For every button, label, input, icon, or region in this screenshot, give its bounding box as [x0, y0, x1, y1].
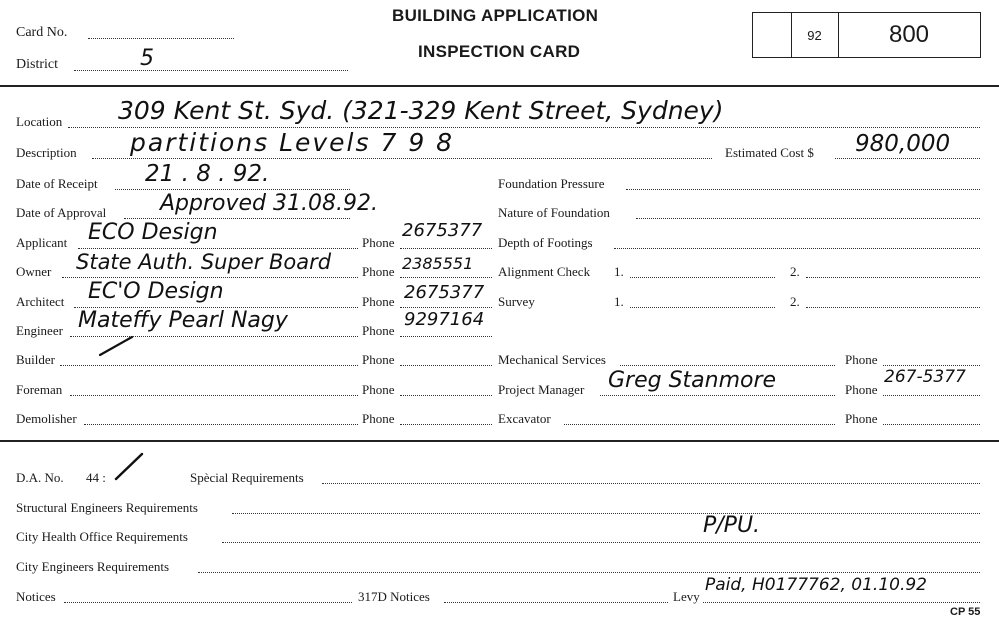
foreman-phone-line [400, 395, 492, 396]
applicant-phone-label: Phone [362, 235, 395, 250]
special-requirements-line [322, 483, 980, 484]
estimated-cost-label: Estimated Cost $ [725, 145, 814, 160]
depth-footings-line [614, 248, 980, 249]
middle-divider [0, 440, 999, 442]
estimated-cost-value: 980,000 [855, 131, 951, 157]
date-receipt-value: 21 . 8 . 92. [145, 161, 270, 187]
owner-phone-label: Phone [362, 264, 395, 279]
owner-phone-line [400, 277, 492, 278]
architect-value: EC'O Design [88, 279, 224, 304]
card-no-line [88, 38, 234, 39]
nature-foundation-label: Nature of Foundation [498, 205, 610, 220]
mechanical-label: Mechanical Services [498, 352, 606, 367]
alignment-check-label: Alignment Check [498, 264, 591, 279]
foreman-line [70, 395, 358, 396]
city-engineers-label: City Engineers Requirements [16, 559, 170, 574]
alignment-check-num-1: 1. [614, 264, 624, 279]
project-manager-value: Greg Stanmore [608, 368, 777, 393]
date-approval-label: Date of Approval [16, 205, 107, 220]
builder-phone-label: Phone [362, 352, 395, 367]
foreman-label: Foreman [16, 382, 63, 397]
health-value: P/PU. [703, 513, 761, 538]
architect-phone-label: Phone [362, 294, 395, 309]
applicant-label: Applicant [16, 235, 68, 250]
owner-label: Owner [16, 264, 52, 279]
applicant-phone: 2675377 [402, 220, 483, 241]
survey-num-2: 2. [790, 294, 800, 309]
demolisher-line [84, 424, 358, 425]
foreman-phone-label: Phone [362, 382, 395, 397]
card-box-year [791, 12, 839, 58]
date-approval-line [124, 218, 350, 219]
survey-label: Survey [498, 294, 535, 309]
city-engineers-line [198, 572, 980, 573]
excavator-label: Excavator [498, 411, 551, 426]
alignment-check-num-2: 2. [790, 264, 800, 279]
card-box-blank [752, 12, 792, 58]
district-value: 5 [140, 46, 154, 71]
nature-foundation-line [636, 218, 980, 219]
mechanical-phone-line [883, 365, 980, 366]
project-manager-phone: 267-5377 [884, 367, 966, 387]
health-label: City Health Office Requirements [16, 529, 188, 544]
card-box-number [838, 12, 981, 58]
applicant-line [78, 248, 358, 249]
project-manager-label: Project Manager [498, 382, 585, 397]
survey-line-1 [630, 307, 775, 308]
engineer-label: Engineer [16, 323, 63, 338]
da-no-slash-mark [112, 450, 146, 482]
da-no-value: 44 : [86, 470, 106, 485]
da-no-label: D.A. No. [16, 470, 64, 485]
project-manager-phone-label: Phone [845, 382, 878, 397]
applicant-phone-line [400, 248, 492, 249]
engineer-phone: 9297164 [404, 309, 485, 330]
foundation-pressure-line [626, 189, 980, 190]
survey-line-2 [806, 307, 980, 308]
date-receipt-line [115, 189, 350, 190]
architect-label: Architect [16, 294, 65, 309]
levy-label: Levy [673, 589, 700, 604]
structural-label: Structural Engineers Requirements [16, 500, 198, 515]
demolisher-phone-line [400, 424, 492, 425]
notices-label: Notices [16, 589, 56, 604]
estimated-cost-line [835, 158, 980, 159]
card-box-number-text: 800 [888, 21, 930, 48]
special-requirements-label: Spècial Requirements [190, 470, 304, 485]
applicant-value: ECO Design [88, 220, 218, 245]
top-divider [0, 85, 999, 87]
location-value: 309 Kent St. Syd. (321-329 Kent Street, Sydney) [118, 96, 724, 125]
district-label: District [16, 57, 58, 72]
form-code: CP 55 [950, 606, 981, 618]
date-receipt-label: Date of Receipt [16, 176, 98, 191]
card-box-year-text: 92 [807, 28, 822, 43]
structural-line [232, 513, 980, 514]
owner-line [62, 277, 358, 278]
location-label: Location [16, 114, 63, 129]
date-approval-value: Approved 31.08.92. [160, 191, 378, 216]
engineer-phone-label: Phone [362, 323, 395, 338]
excavator-line [564, 424, 835, 425]
excavator-phone-label: Phone [845, 411, 878, 426]
architect-phone: 2675377 [404, 282, 485, 303]
project-manager-phone-line [883, 395, 980, 396]
demolisher-phone-label: Phone [362, 411, 395, 426]
owner-phone: 2385551 [402, 254, 474, 273]
alignment-check-line-1 [630, 277, 775, 278]
foundation-pressure-label: Foundation Pressure [498, 176, 605, 191]
notices-317d-line [444, 602, 668, 603]
notices-317d-label: 317D Notices [358, 589, 430, 604]
engineer-tick-mark [96, 333, 136, 358]
owner-value: State Auth. Super Board [76, 250, 332, 274]
health-line [222, 542, 980, 543]
project-manager-line [600, 395, 835, 396]
mechanical-phone-label: Phone [845, 352, 878, 367]
notices-line [64, 602, 352, 603]
description-value: partitions Levels 7 9 8 [130, 128, 455, 157]
excavator-phone-line [883, 424, 980, 425]
alignment-check-line-2 [806, 277, 980, 278]
title-line-1: BUILDING APPLICATION [392, 6, 599, 25]
engineer-value: Mateffy Pearl Nagy [78, 308, 288, 333]
survey-num-1: 1. [614, 294, 624, 309]
description-label: Description [16, 145, 77, 160]
mechanical-line [620, 365, 835, 366]
depth-footings-label: Depth of Footings [498, 235, 593, 250]
district-line [74, 70, 348, 71]
description-line [92, 158, 712, 159]
builder-line [60, 365, 358, 366]
levy-value: Paid, H0177762, 01.10.92 [705, 575, 927, 595]
builder-phone-line [400, 365, 492, 366]
architect-phone-line [400, 307, 492, 308]
card-no-label: Card No. [16, 25, 68, 40]
demolisher-label: Demolisher [16, 411, 77, 426]
title-line-2: INSPECTION CARD [418, 42, 581, 61]
engineer-phone-line [400, 336, 492, 337]
builder-label: Builder [16, 352, 55, 367]
levy-line [703, 602, 980, 603]
